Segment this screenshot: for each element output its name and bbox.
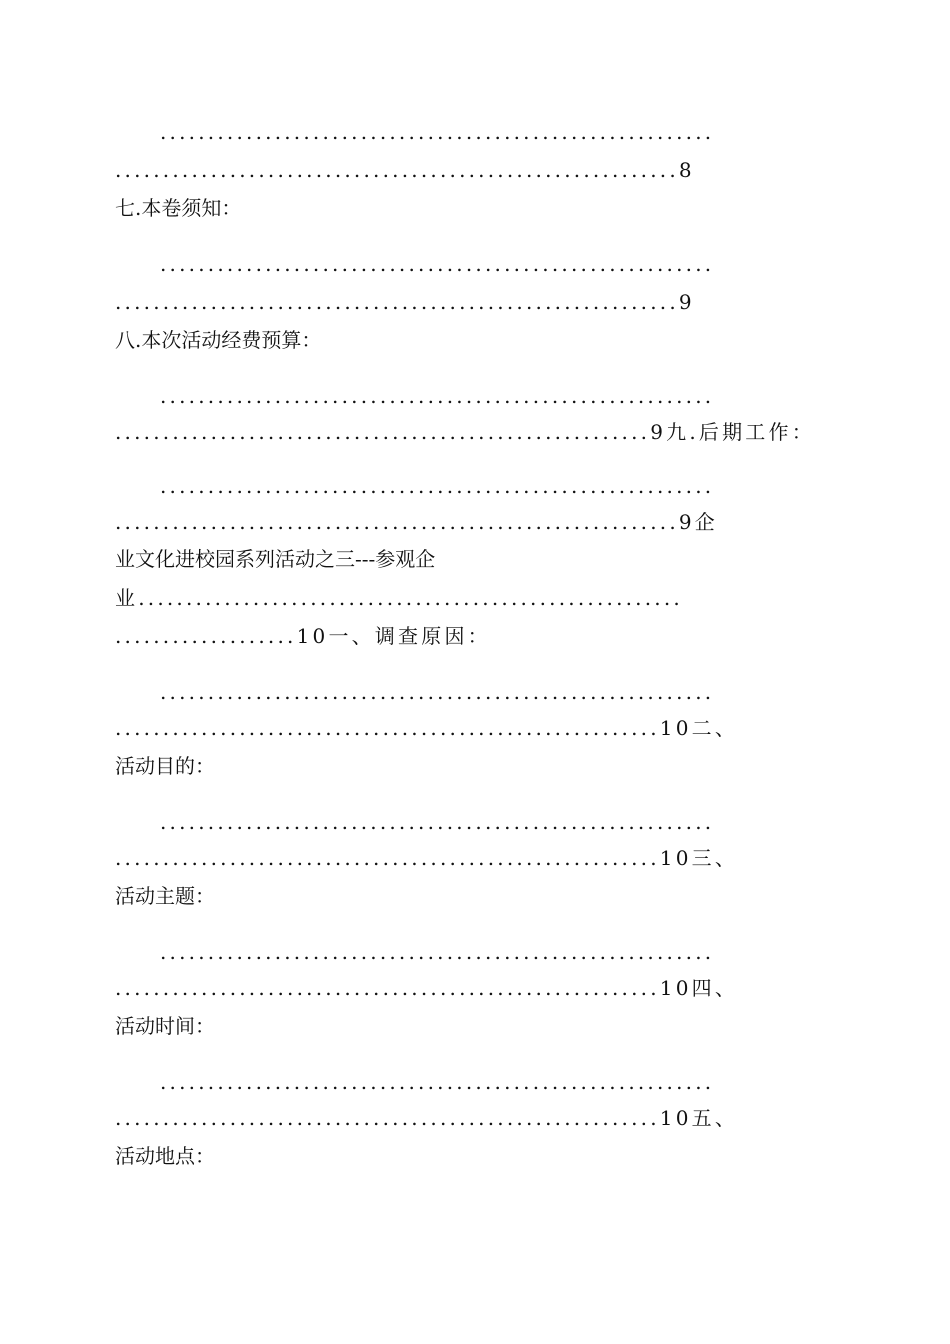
- toc-leader-line: ..........................................................: [160, 474, 715, 498]
- toc-leader-line: ..........................................................: [160, 120, 715, 144]
- toc-leader-line: ........................................................9九.后期工作：: [115, 420, 815, 444]
- toc-leader-line: .........................................................10五、: [115, 1106, 739, 1130]
- toc-entry: 活动目的：: [115, 754, 215, 778]
- toc-entry: 七.本卷须知：: [115, 196, 242, 220]
- toc-entry: 活动主题：: [115, 884, 215, 908]
- toc-leader-line: ...........................................................9: [115, 290, 695, 314]
- toc-leader-line: ...........................................................9企: [115, 510, 719, 534]
- toc-leader-line: ..........................................................: [160, 252, 715, 276]
- toc-leader-line: ..........................................................: [160, 384, 715, 408]
- toc-entry: 业文化进校园系列活动之三---参观企: [115, 547, 436, 571]
- toc-entry: 八.本次活动经费预算：: [115, 328, 322, 352]
- toc-leader-line: ...................10一、调查原因：: [115, 624, 491, 648]
- toc-entry: 活动时间：: [115, 1014, 215, 1038]
- toc-leader-line: .........................................................10二、: [115, 716, 739, 740]
- toc-leader-line: ..........................................................: [160, 1070, 715, 1094]
- toc-leader-line: ..........................................................: [160, 680, 715, 704]
- toc-leader-line: ..........................................................: [160, 940, 715, 964]
- toc-leader-line: .........................................................10三、: [115, 846, 739, 870]
- toc-leader-line: .........................................................10四、: [115, 976, 739, 1000]
- toc-leader-line: ..........................................................: [160, 810, 715, 834]
- toc-entry: 活动地点：: [115, 1144, 215, 1168]
- toc-leader-line: ...........................................................8: [115, 158, 695, 182]
- toc-leader-line: 业.........................................................: [115, 586, 683, 610]
